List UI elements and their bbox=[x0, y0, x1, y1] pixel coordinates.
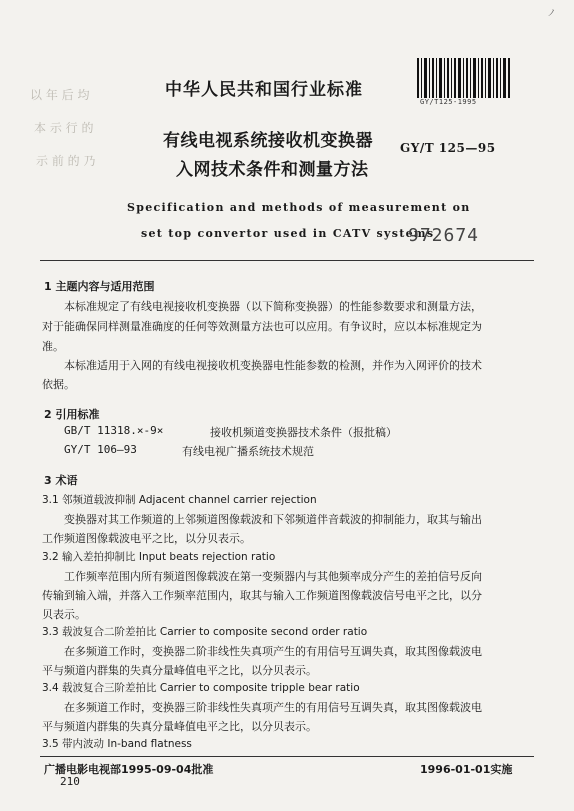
term-heading: 3.4 载波复合三阶差拍比 Carrier to composite tripple bear ratio bbox=[42, 682, 360, 694]
paragraph-line: 贝表示。 bbox=[42, 608, 86, 621]
reference-code: GY/T 106—93 bbox=[64, 443, 137, 456]
stamped-number: 972674 bbox=[408, 225, 480, 246]
term-heading: 3.2 输入差拍抑制比 Input beats rejection ratio bbox=[42, 551, 276, 563]
paragraph-line: 依据。 bbox=[42, 378, 75, 391]
section-2-heading: 2 引用标准 bbox=[44, 408, 100, 421]
barcode-icon bbox=[415, 58, 513, 98]
paragraph-line: 平与频道内群集的失真分量峰值电平之比，以分贝表示。 bbox=[42, 720, 317, 733]
english-title-line-2: set top convertor used in CATV systems bbox=[141, 227, 435, 240]
document-title-line-2: 入网技术条件和测量方法 bbox=[176, 160, 369, 180]
section-3-heading: 3 术语 bbox=[44, 474, 78, 487]
barcode-number: GY/T125-1995 bbox=[420, 98, 477, 106]
approval-date: 广播电影电视部1995-09-04批准 bbox=[44, 763, 214, 776]
term-heading: 3.3 载波复合二阶差拍比 Carrier to composite second order ratio bbox=[42, 626, 368, 638]
faint-text: 示 前 的 乃 bbox=[36, 154, 96, 168]
term-heading: 3.5 带内波动 In-band flatness bbox=[42, 738, 192, 750]
paragraph-line: 在多频道工作时，变换器二阶非线性失真项产生的有用信号互调失真，取其图像载波电 bbox=[64, 645, 482, 658]
paragraph-line: 变换器对其工作频道的上邻频道图像载波和下邻频道伴音载波的抑制能力，取其与输出 bbox=[64, 513, 482, 526]
paragraph-line: 传输到输入端，并落入工作频率范围内，取其与输入工作频道图像载波信号电平之比，以分 bbox=[42, 589, 482, 602]
paragraph-line: 对于能确保同样测量准确度的任何等效测量方法也可以应用。有争议时，应以本标准规定为 bbox=[42, 320, 482, 333]
english-title-line-1: Specification and methods of measurement on bbox=[127, 201, 471, 214]
paragraph-line: 本标准适用于入网的有线电视接收机变换器电性能参数的检测，并作为入网评价的技术 bbox=[64, 359, 482, 372]
divider-top bbox=[40, 260, 534, 261]
faint-text: 以 年 后 均 bbox=[30, 88, 90, 102]
corner-mark: ノ bbox=[546, 9, 556, 19]
document-title-line-1: 有线电视系统接收机变换器 bbox=[163, 131, 373, 151]
paragraph-line: 工作频道图像载波电平之比，以分贝表示。 bbox=[42, 532, 251, 545]
paragraph-line: 准。 bbox=[42, 340, 64, 353]
paragraph-line: 本标准规定了有线电视接收机变换器（以下简称变换器）的性能参数要求和测量方法， bbox=[64, 300, 482, 313]
paragraph-line: 平与频道内群集的失真分量峰值电平之比，以分贝表示。 bbox=[42, 664, 317, 677]
term-heading: 3.1 邻频道载波抑制 Adjacent channel carrier rejection bbox=[42, 494, 317, 506]
faint-text: 本 示 行 的 bbox=[34, 121, 94, 135]
page-number: 210 bbox=[60, 775, 80, 788]
reference-title: 接收机频道变换器技术条件（报批稿） bbox=[210, 426, 397, 439]
reference-code: GB/T 11318.×-9× bbox=[64, 424, 164, 437]
section-1-heading: 1 主题内容与适用范围 bbox=[44, 280, 155, 293]
paragraph-line: 工作频率范围内所有频道图像载波在第一变频器内与其他频率成分产生的差拍信号反向 bbox=[64, 570, 482, 583]
reference-title: 有线电视广播系统技术规范 bbox=[182, 445, 314, 458]
paragraph-line: 在多频道工作时，变换器三阶非线性失真项产生的有用信号互调失真，取其图像载波电 bbox=[64, 701, 482, 714]
standard-code: GY/T 125—95 bbox=[400, 141, 496, 155]
issuing-organization: 中华人民共和国行业标准 bbox=[165, 80, 363, 100]
effective-date: 1996-01-01实施 bbox=[420, 763, 513, 776]
divider-bottom bbox=[40, 756, 534, 757]
